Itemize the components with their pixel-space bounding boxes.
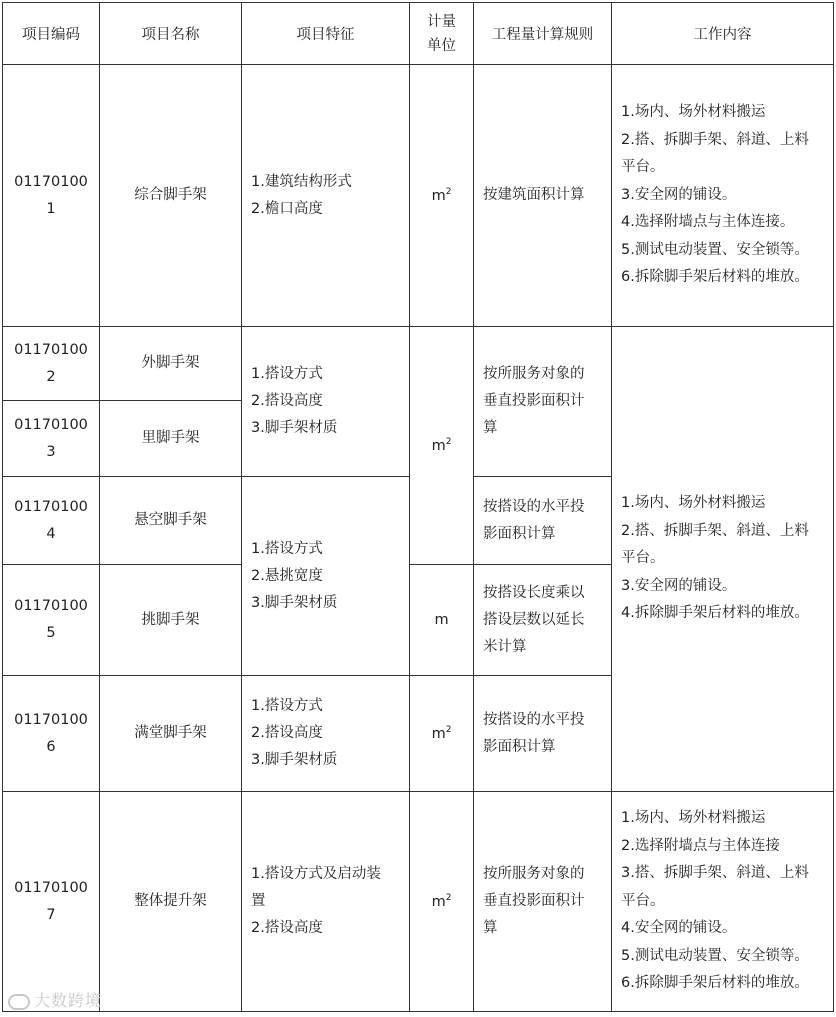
header-unit — [410, 3, 474, 65]
item-unit: m — [410, 565, 474, 676]
item-features: 1.搭设方式及启动装 置 2.搭设高度 — [242, 792, 410, 1012]
item-name: 挑脚手架 — [100, 565, 242, 676]
item-unit: $m^2$ — [410, 792, 474, 1012]
item-name: 外脚手架 — [100, 327, 242, 401]
header-unit-line2: 单位 — [427, 37, 456, 54]
item-features: 1.搭设方式 2.搭设高度 3.脚手架材质 — [242, 327, 410, 477]
item-features: 1.搭设方式 2.搭设高度 3.脚手架材质 — [242, 676, 410, 792]
header-name: 项目名称 — [100, 3, 242, 65]
header-rule: 工程量计算规则 — [474, 3, 612, 65]
item-code: 01170100 5 — [3, 565, 100, 676]
item-features: 1.建筑结构形式 2.檐口高度 — [242, 65, 410, 327]
item-rule: 按搭设的水平投 影面积计算 — [474, 477, 612, 565]
watermark-text: 大数跨境 — [34, 991, 103, 1010]
item-unit: $m^2$ — [410, 65, 474, 327]
item-code: 01170100 7 — [3, 792, 100, 1012]
header-row — [3, 3, 834, 65]
table-row — [3, 792, 834, 1012]
watermark-logo-icon — [8, 994, 30, 1010]
item-work: 1.场内、场外材料搬运 2.搭、拆脚手架、斜道、上料 平台。 3.安全网的铺设。 4.选择附墙点与主体连接。 5.测试电动装置、安全锁等。 6.拆除脚手架后材料的堆放。 — [612, 65, 834, 327]
item-code: 01170100 3 — [3, 401, 100, 477]
item-rule: 按搭设长度乘以 搭设层数以延长 米计算 — [474, 565, 612, 676]
item-rule: 按建筑面积计算 — [474, 65, 612, 327]
watermark — [8, 988, 102, 1011]
header-work: 工作内容 — [612, 3, 834, 65]
item-name: 里脚手架 — [100, 401, 242, 477]
header-features: 项目特征 — [242, 3, 410, 65]
item-name: 综合脚手架 — [100, 65, 242, 327]
item-code: 01170100 2 — [3, 327, 100, 401]
item-unit: $m^2$ — [410, 676, 474, 792]
item-rule: 按所服务对象的 垂直投影面积计 算 — [474, 792, 612, 1012]
header-code: 项目编码 — [3, 3, 100, 65]
item-code: 01170100 1 — [3, 65, 100, 327]
item-name: 整体提升架 — [100, 792, 242, 1012]
item-rule: 按所服务对象的 垂直投影面积计 算 — [474, 327, 612, 477]
item-code: 01170100 6 — [3, 676, 100, 792]
header-unit-line1: 计量 — [427, 13, 456, 30]
scaffolding-bill-table — [2, 2, 834, 1012]
item-rule: 按搭设的水平投 影面积计算 — [474, 676, 612, 792]
item-features: 1.搭设方式 2.悬挑宽度 3.脚手架材质 — [242, 477, 410, 676]
item-unit: $m^2$ — [410, 327, 474, 565]
item-name: 悬空脚手架 — [100, 477, 242, 565]
table-row — [3, 327, 834, 401]
item-work: 1.场内、场外材料搬运 2.搭、拆脚手架、斜道、上料 平台。 3.安全网的铺设。 4.拆除脚手架后材料的堆放。 — [612, 327, 834, 792]
item-work: 1.场内、场外材料搬运 2.选择附墙点与主体连接 3.搭、拆脚手架、斜道、上料 平台。 4.安全网的铺设。 5.测试电动装置、安全锁等。 6.拆除脚手架后材料的堆放。 — [612, 792, 834, 1012]
table-row — [3, 65, 834, 327]
item-code: 01170100 4 — [3, 477, 100, 565]
item-name: 满堂脚手架 — [100, 676, 242, 792]
